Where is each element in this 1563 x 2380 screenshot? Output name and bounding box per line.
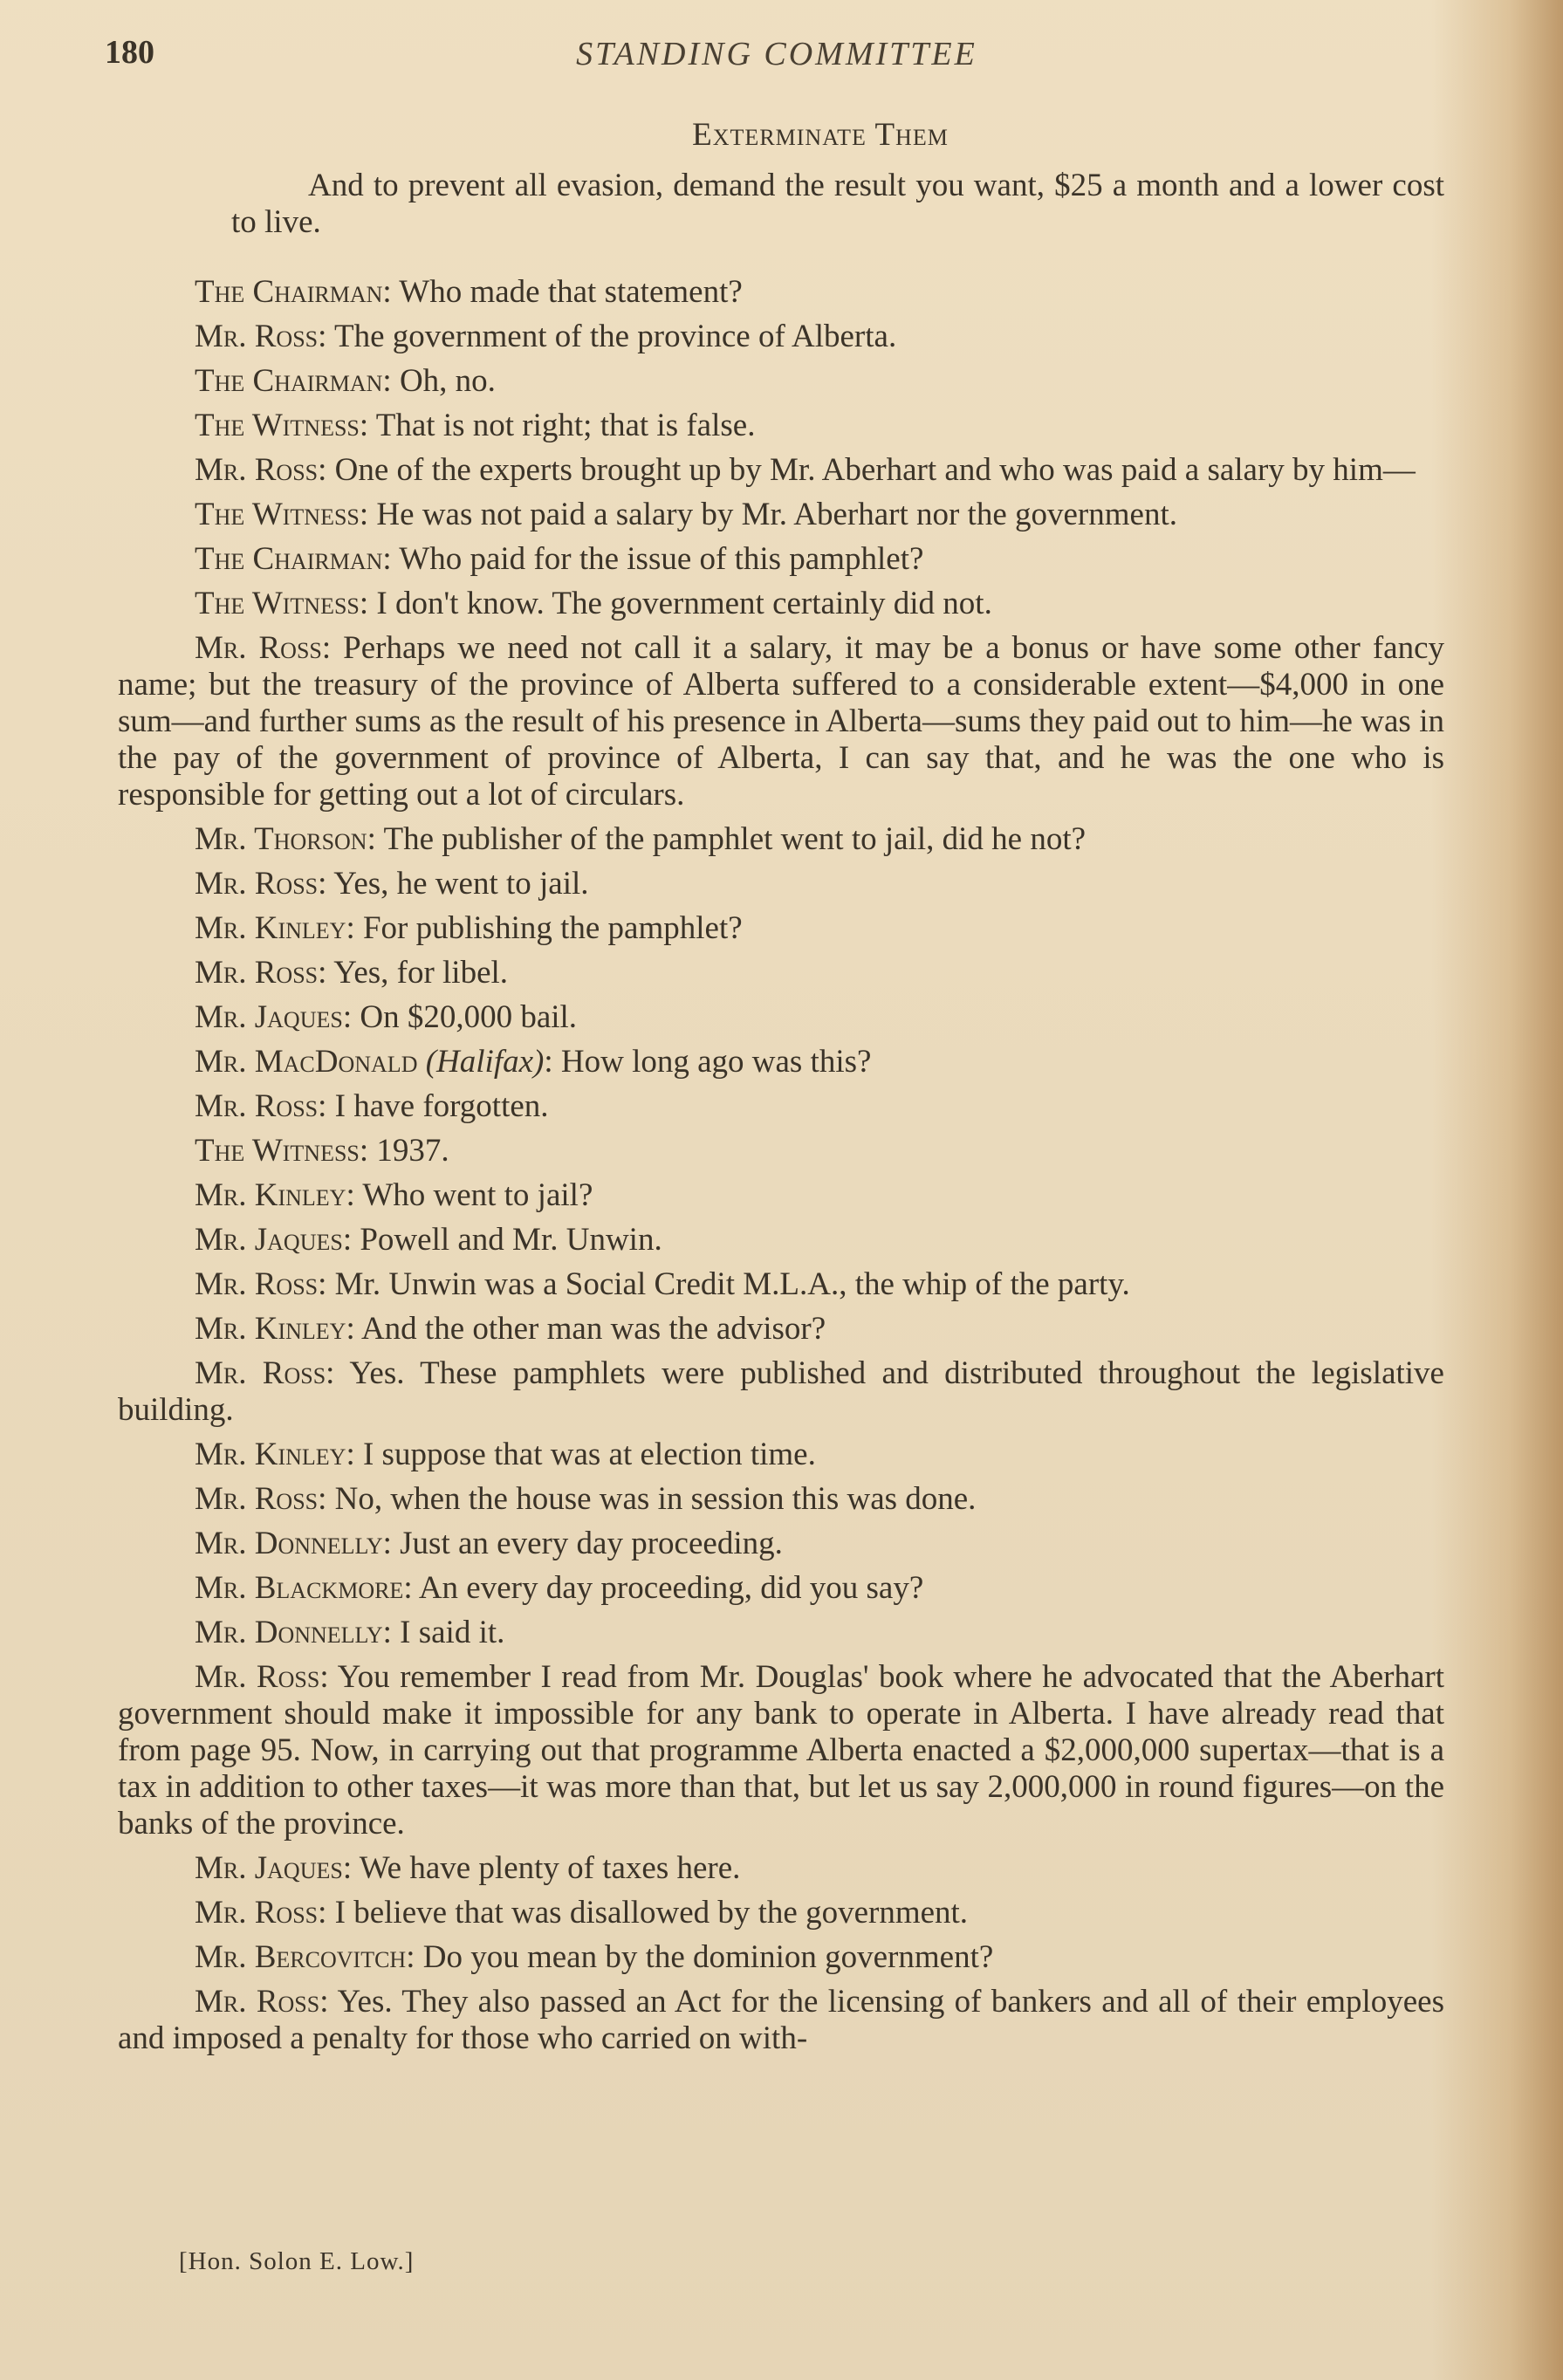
speaker-name: Mr. Ross	[195, 955, 319, 991]
transcript-paragraph: The Witness: That is not right; that is false.	[195, 408, 756, 443]
transcript-paragraph: Mr. MacDonald (Halifax): How long ago was this?	[195, 1044, 872, 1080]
transcript-paragraph: The Chairman: Who made that statement?	[195, 274, 743, 310]
transcript-paragraph: Mr. Ross: I have forgotten.	[195, 1088, 549, 1124]
speaker-name: Mr. Ross	[195, 319, 319, 354]
speaker-name: Mr. Jaques	[195, 1222, 343, 1258]
speech-text: Do you mean by the dominion government?	[422, 1939, 994, 1975]
speech-text: He was not paid a salary by Mr. Aberhart nor the government.	[376, 497, 1177, 532]
speech-text: Mr. Unwin was a Social Credit M.L.A., the whip of the party.	[334, 1266, 1130, 1302]
speech-text: On $20,000 bail.	[360, 999, 578, 1035]
speaker-name: The Chairman	[195, 363, 383, 399]
speaker-name: Mr. Ross	[195, 1088, 319, 1124]
speech-text: Who made that statement?	[399, 274, 743, 310]
transcript-paragraph: Mr. Kinley: For publishing the pamphlet?	[195, 910, 743, 946]
body-text	[118, 117, 1444, 2065]
transcript-paragraph: Mr. Kinley: I suppose that was at election time.	[195, 1437, 816, 1472]
transcript-paragraph: The Chairman: Oh, no.	[195, 363, 496, 399]
speaker-name: The Witness	[195, 408, 360, 443]
speech-text: I don't know. The government certainly did not.	[376, 586, 992, 621]
transcript-paragraph: Mr. Jaques: On $20,000 bail.	[195, 999, 578, 1035]
quoted-passage: And to prevent all evasion, demand the result you want, $25 a month and a lower cost to live.	[231, 168, 1444, 240]
speech-text: That is not right; that is false.	[375, 408, 756, 443]
speech-text: One of the experts brought up by Mr. Aberhart and who was paid a salary by him—	[334, 452, 1416, 488]
transcript-paragraph: Mr. Ross: I believe that was disallowed by the government.	[195, 1895, 969, 1931]
speech-text: You remember I read from Mr. Douglas' book where he advocated that the Aberhart government should make it impossible for any bank to operate in Alberta. I have already read that from page 95. Now, in carrying out that programme Alberta enacted a $2,000,000 supertax—that is a tax in addition to other taxes—it was more than that, but let us say 2,000,000 in round figures—on the banks of the province.	[118, 1659, 1444, 1842]
running-head: STANDING COMMITTEE	[576, 36, 977, 72]
transcript-paragraph: Mr. Ross: The government of the province of Alberta.	[195, 319, 897, 354]
speaker-name: Mr. Ross	[195, 452, 319, 488]
speaker-name: The Chairman	[195, 541, 383, 577]
speech-text: Perhaps we need not call it a salary, it may be a bonus or have some other fancy name; but the treasury of the province of Alberta suffered to a considerable extent—$4,000 in one sum—and further sums as the result of his presence in Alberta—sums they paid out to him—he was in the pay of the government of province of Alberta, I can say that, and he was the one who is responsible for getting out a lot of circulars.	[118, 630, 1445, 813]
transcript-paragraph: Mr. Ross: One of the experts brought up by Mr. Aberhart and who was paid a salary by him—	[195, 452, 1416, 488]
transcript-paragraph: Mr. Ross: Perhaps we need not call it a salary, it may be a bonus or have some other fancy name; but the treasury of the province of Alberta suffered to a considerable extent—$4,000 in one sum—and further sums as the result of his presence in Alberta—sums they paid out to him—he was in the pay of the government of province of Alberta, I can say that, and he was the one who is responsible for getting out a lot of circulars.	[118, 630, 1445, 813]
speaker-name: The Chairman	[195, 274, 383, 310]
speaker-name: Mr. Jaques	[195, 999, 343, 1035]
speaker-name: The Witness	[195, 497, 360, 532]
speech-text: I believe that was disallowed by the government.	[334, 1895, 969, 1931]
speech-text: The publisher of the pamphlet went to jail, did he not?	[383, 821, 1087, 857]
speaker-name: Mr. Donnelly	[195, 1526, 383, 1561]
speech-text: For publishing the pamphlet?	[362, 910, 743, 946]
speech-text: Who went to jail?	[362, 1177, 593, 1213]
speech-text: No, when the house was in session this was done.	[334, 1481, 977, 1517]
speech-text: Powell and Mr. Unwin.	[360, 1222, 662, 1258]
speech-text: Who paid for the issue of this pamphlet?	[399, 541, 924, 577]
speech-text: We have plenty of taxes here.	[359, 1850, 741, 1886]
speaker-name: Mr. Ross	[195, 866, 319, 902]
transcript-paragraph: Mr. Blackmore: An every day proceeding, did you say?	[195, 1570, 924, 1606]
speaker-riding: (Halifax)	[425, 1044, 545, 1080]
speaker-name: Mr. Blackmore	[195, 1570, 404, 1606]
speaker-name: Mr. Ross	[195, 1481, 319, 1517]
transcript-paragraph: Mr. Ross: Yes. These pamphlets were published and distributed throughout the legislative building.	[118, 1355, 1444, 1428]
speech-text: How long ago was this?	[560, 1044, 872, 1080]
speech-text: An every day proceeding, did you say?	[418, 1570, 924, 1606]
transcript-paragraph: The Witness: I don't know. The government certainly did not.	[195, 586, 992, 621]
speech-text: I suppose that was at election time.	[362, 1437, 816, 1472]
speech-text: And the other man was the advisor?	[360, 1311, 826, 1347]
speaker-name: Mr. Thorson	[195, 821, 367, 857]
page-number: 180	[105, 34, 154, 71]
speaker-name: Mr. Kinley	[195, 1311, 346, 1347]
transcript-paragraph: Mr. Ross: Yes, for libel.	[195, 955, 509, 991]
speaker-name: The Witness	[195, 1133, 360, 1169]
speech-text: I said it.	[400, 1615, 505, 1650]
speech-text: Oh, no.	[399, 363, 496, 399]
transcript-paragraph: Mr. Ross: No, when the house was in session this was done.	[195, 1481, 977, 1517]
speaker-name: Mr. Kinley	[195, 1437, 346, 1472]
speaker-name: Mr. Ross	[195, 1984, 320, 2020]
speaker-name: Mr. Ross	[195, 1659, 320, 1695]
speaker-name: Mr. Kinley	[195, 1177, 346, 1213]
transcript-paragraph: The Witness: He was not paid a salary by Mr. Aberhart nor the government.	[195, 497, 1177, 532]
speech-text: I have forgotten.	[334, 1088, 549, 1124]
speaker-name: Mr. Ross	[195, 1355, 326, 1391]
testimony-transcript	[118, 274, 1444, 2057]
speaker-name: Mr. Ross	[195, 1895, 319, 1931]
speaker-name: Mr. Ross	[195, 1266, 319, 1302]
transcript-paragraph: Mr. Ross: Mr. Unwin was a Social Credit M.L.A., the whip of the party.	[195, 1266, 1130, 1302]
speaker-name: Mr. Donnelly	[195, 1615, 383, 1650]
transcript-paragraph: Mr. Jaques: We have plenty of taxes here.	[195, 1850, 741, 1886]
speech-text: Yes, for libel.	[333, 955, 509, 991]
transcript-paragraph: Mr. Ross: Yes. They also passed an Act for the licensing of bankers and all of their employees and imposed a penalty for those who carried on with-	[118, 1984, 1444, 2056]
footer-speaker-note: [Hon. Solon E. Low.]	[179, 2247, 415, 2275]
transcript-paragraph: The Chairman: Who paid for the issue of this pamphlet?	[195, 541, 924, 577]
speaker-name: The Witness	[195, 586, 360, 621]
speaker-name: Mr. Kinley	[195, 910, 346, 946]
speech-text: Yes. These pamphlets were published and distributed throughout the legislative building.	[118, 1355, 1444, 1428]
transcript-paragraph: Mr. Jaques: Powell and Mr. Unwin.	[195, 1222, 662, 1258]
transcript-paragraph: Mr. Ross: Yes, he went to jail.	[195, 866, 589, 902]
transcript-paragraph: Mr. Thorson: The publisher of the pamphlet went to jail, did he not?	[195, 821, 1087, 857]
speech-text: Just an every day proceeding.	[400, 1526, 783, 1561]
speaker-name: Mr. Jaques	[195, 1850, 343, 1886]
transcript-paragraph: Mr. Kinley: And the other man was the advisor?	[195, 1311, 826, 1347]
transcript-paragraph: Mr. Donnelly: I said it.	[195, 1615, 505, 1650]
speech-text: The government of the province of Alberta.	[334, 319, 897, 354]
speaker-name: Mr. Ross	[195, 630, 322, 666]
speaker-name: Mr. MacDonald	[195, 1044, 418, 1080]
transcript-paragraph: Mr. Ross: You remember I read from Mr. Douglas' book where he advocated that the Aberhart government should make it impossible for any bank to operate in Alberta. I have already read that from page 95. Now, in carrying out that programme Alberta enacted a $2,000,000 supertax—that is a tax in addition to other taxes—it was more than that, but let us say 2,000,000 in round figures—on the banks of the province.	[118, 1659, 1444, 1842]
speech-text: Yes, he went to jail.	[333, 866, 589, 902]
section-heading: Exterminate Them	[692, 117, 949, 153]
transcript-paragraph: Mr. Donnelly: Just an every day proceeding.	[195, 1526, 783, 1561]
transcript-paragraph: The Witness: 1937.	[195, 1133, 449, 1169]
page-header	[105, 33, 1449, 86]
speech-text: 1937.	[376, 1133, 449, 1169]
transcript-paragraph: Mr. Bercovitch: Do you mean by the dominion government?	[195, 1939, 994, 1975]
transcript-paragraph: Mr. Kinley: Who went to jail?	[195, 1177, 593, 1213]
speaker-name: Mr. Bercovitch	[195, 1939, 407, 1975]
speech-text: Yes. They also passed an Act for the licensing of bankers and all of their employees and imposed a penalty for those who carried on with-	[118, 1984, 1444, 2056]
